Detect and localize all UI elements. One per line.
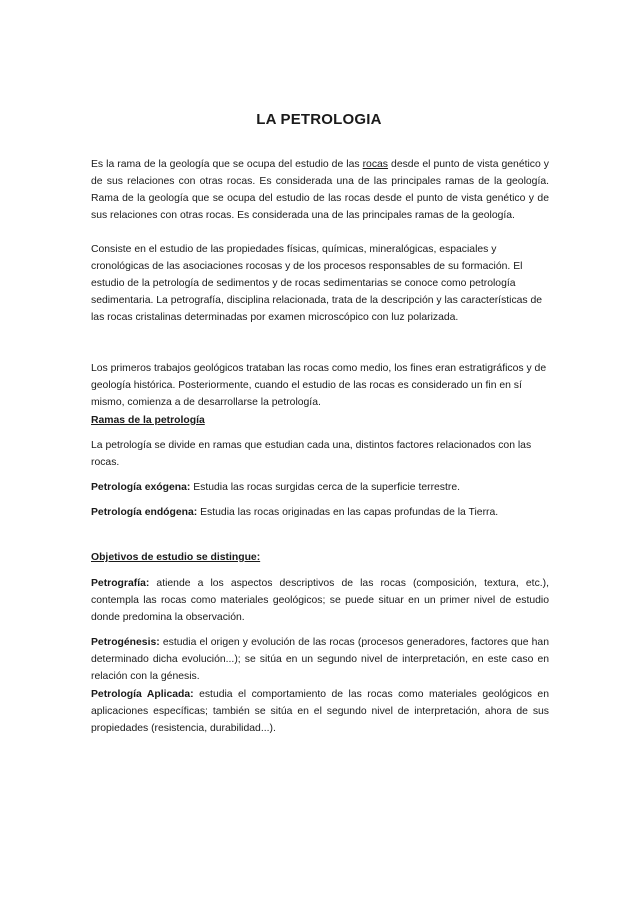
aplicada-term: Petrología Aplicada: — [91, 689, 194, 700]
intro-paragraph — [91, 156, 549, 224]
rama-endogena-text: Estudia las rocas originadas en las capas profundas de la Tierra. — [197, 507, 499, 518]
rama-exogena-text: Estudia las rocas surgidas cerca de la superficie terrestre. — [190, 482, 461, 493]
intro-repeat-text: Rama de la geología que se ocupa del estudio de las rocas desde el punto de vista genético y de sus relaciones con otras rocas. Es considerada una de las principales ramas de la geología. — [91, 193, 549, 221]
consiste-paragraph: Consiste en el estudio de las propiedades físicas, químicas, mineralógicas, espaciales y cronológicas de las asociaciones rocosas y de los procesos responsables de su formación. El estudio de la petrología de sedimentos y de rocas sedimentarias se conoce como petrología sedimentaria. La petrografía, disciplina relacionada, trata de la descripción y las características de las rocas cristalinas determinadas por examen microscópico con luz polarizada. — [91, 244, 543, 323]
objetivo-aplicada — [91, 686, 549, 737]
petrogenesis-text: estudia el origen y evolución de las rocas (procesos generadores, factores que han determinado dicha evolución...); se sitúa en un segundo nivel de interpretación, en este caso en relación con la génesis. — [91, 637, 549, 682]
objetivos-heading: Objetivos de estudio se distingue: — [91, 552, 261, 563]
objetivo-petrografia — [91, 575, 549, 626]
aplicada-text: estudia el comportamiento de las rocas como materiales geológicos en aplicaciones específicas; también se sitúa en el segundo nivel de interpretación, ahora de sus propiedades (resistencia, durabilidad...). — [91, 689, 549, 734]
petrografia-term: Petrografía: — [91, 578, 150, 589]
rama-endogena-term: Petrología endógena: — [91, 507, 198, 518]
objetivo-petrogenesis — [91, 634, 549, 685]
intro-text-before: Es la rama de la geología que se ocupa del estudio de las — [91, 159, 363, 170]
petrogenesis-term: Petrogénesis: — [91, 637, 160, 648]
intro-text-after: desde el punto de vista genético y de sus relaciones con otras rocas. Es considerada una de las principales ramas de la geología. — [91, 159, 550, 187]
rama-endogena — [91, 504, 549, 521]
ramas-intro: La petrología se divide en ramas que estudian cada una, distintos factores relacionados con las rocas. — [91, 440, 532, 468]
petrografia-text: atiende a los aspectos descriptivos de las rocas (composición, textura, etc.), contempla las rocas como materiales geológicos; se puede situar en un primer nivel de estudio donde predomina la observación. — [91, 578, 549, 623]
primeros-paragraph: Los primeros trabajos geológicos trataban las rocas como medio, los fines eran estratigráficos y de geología histórica. Posteriormente, cuando el estudio de las rocas es considerado un fin en sí mismo, comienza a de desarrollarse la petrología. — [91, 363, 547, 408]
ramas-heading: Ramas de la petrología — [91, 415, 205, 426]
rama-exogena-term: Petrología exógena: — [91, 482, 191, 493]
rama-exogena — [91, 479, 549, 496]
page-title: LA PETROLOGIA — [256, 111, 382, 128]
rocas-link[interactable]: rocas — [362, 159, 389, 170]
